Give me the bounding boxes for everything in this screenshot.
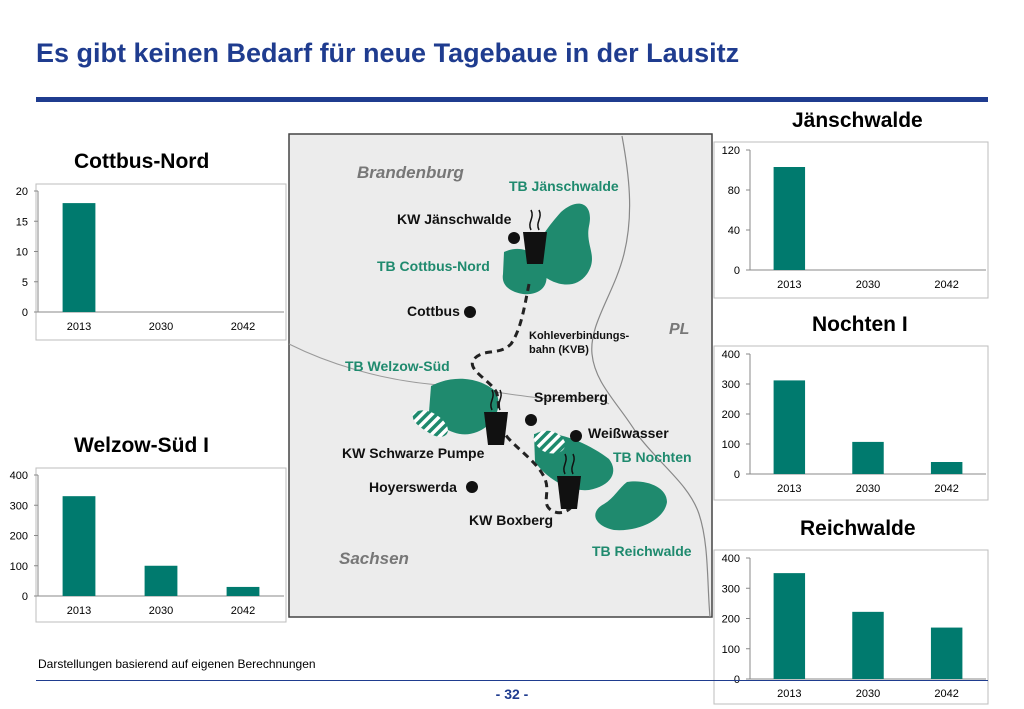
bar-nochten-2030 [852, 442, 883, 474]
chart-title-cottbus: Cottbus-Nord [74, 150, 210, 173]
x-tick-label: 2013 [777, 279, 802, 291]
x-tick-label: 2042 [934, 688, 959, 700]
y-tick-label: 0 [21, 591, 28, 603]
label-tb-cottbus-nord: TB Cottbus-Nord [377, 258, 490, 274]
city-dot-hoyerswerda [466, 481, 478, 493]
chart-title-welzow: Welzow-Süd I [74, 434, 209, 457]
y-tick-label: 15 [15, 216, 28, 229]
y-tick-label: 200 [9, 530, 28, 543]
x-tick-label: 2030 [855, 279, 881, 291]
y-tick-label: 5 [21, 276, 28, 289]
bar-reichwalde-2042 [931, 628, 962, 679]
label-tb-nochten: TB Nochten [613, 449, 692, 465]
bottom-rule [36, 680, 988, 681]
x-tick-label: 2030 [855, 483, 881, 495]
city-dot-jaenschwalde [508, 232, 520, 244]
y-tick-label: 40 [727, 225, 740, 237]
bar-jaenschwalde-2013 [774, 167, 805, 270]
bar-reichwalde-2030 [852, 612, 883, 679]
x-tick-label: 2042 [230, 321, 256, 333]
x-tick-label: 2030 [148, 321, 174, 333]
chart-frame-nochten [714, 346, 988, 500]
x-tick-label: 2013 [66, 321, 92, 333]
footnote: Darstellungen basierend auf eigenen Berechnungen [38, 657, 316, 671]
y-tick-label: 300 [9, 500, 28, 513]
label-pl: PL [669, 321, 690, 338]
label-kvb-1: Kohleverbindungs- [529, 330, 630, 342]
y-tick-label: 0 [733, 469, 740, 481]
x-tick-label: 2013 [777, 688, 802, 700]
y-tick-label: 200 [721, 613, 740, 626]
y-tick-label: 100 [721, 439, 740, 451]
label-kvb-2: bahn (KVB) [529, 344, 589, 356]
x-tick-label: 2042 [934, 483, 959, 495]
x-tick-label: 2013 [66, 605, 92, 617]
y-tick-label: 400 [9, 470, 28, 482]
bar-nochten-2013 [774, 380, 805, 474]
label-kw-jaenschwalde: KW Jänschwalde [397, 211, 512, 227]
y-tick-label: 400 [721, 553, 740, 565]
y-tick-label: 100 [9, 560, 28, 573]
x-tick-label: 2030 [855, 688, 881, 700]
x-tick-label: 2042 [934, 279, 959, 291]
x-tick-label: 2030 [148, 605, 174, 617]
lausitz-map [289, 134, 712, 617]
y-tick-label: 100 [721, 643, 740, 656]
city-dot-weisswasser [570, 430, 582, 442]
y-tick-label: 80 [727, 185, 740, 197]
city-dot-cottbus [464, 306, 476, 318]
label-tb-welzow-sued: TB Welzow-Süd [345, 358, 450, 374]
y-tick-label: 120 [721, 145, 740, 157]
y-tick-label: 10 [15, 246, 28, 259]
bar-welzow-2013 [63, 496, 96, 596]
label-hoyerswerda: Hoyerswerda [369, 479, 457, 495]
label-tb-reichwalde: TB Reichwalde [592, 543, 692, 559]
x-tick-label: 2042 [230, 605, 256, 617]
chart-title-reichwalde: Reichwalde [800, 517, 916, 540]
slide-title: Es gibt keinen Bedarf für neue Tagebaue in der Lausitz [36, 38, 740, 68]
y-tick-label: 400 [721, 349, 740, 361]
bar-nochten-2042 [931, 462, 962, 474]
page-number: - 32 - [495, 686, 529, 702]
x-tick-label: 2013 [777, 483, 802, 495]
chart-title-nochten: Nochten I [812, 313, 908, 336]
chart-frame-jaenschwalde [714, 142, 988, 298]
y-tick-label: 0 [21, 307, 28, 319]
bar-welzow-2042 [227, 587, 260, 596]
label-sachsen: Sachsen [339, 549, 409, 568]
y-tick-label: 20 [15, 186, 28, 198]
label-cottbus: Cottbus [407, 303, 460, 319]
chart-title-jaenschwalde: Jänschwalde [792, 109, 923, 132]
label-spremberg: Spremberg [534, 389, 608, 405]
y-tick-label: 0 [733, 265, 740, 277]
label-brandenburg: Brandenburg [357, 163, 464, 182]
label-kw-boxberg: KW Boxberg [469, 512, 553, 528]
city-dot-spremberg [525, 414, 537, 426]
y-tick-label: 300 [721, 379, 740, 391]
y-tick-label: 200 [721, 409, 740, 421]
label-kw-schwarze-pumpe: KW Schwarze Pumpe [342, 445, 485, 461]
bar-reichwalde-2013 [774, 573, 805, 679]
y-tick-label: 300 [721, 583, 740, 596]
label-tb-jaenschwalde: TB Jänschwalde [509, 178, 619, 194]
bar-welzow-2030 [145, 566, 178, 596]
label-weisswasser: Weißwasser [588, 425, 669, 441]
bar-cottbus-2013 [63, 203, 96, 312]
